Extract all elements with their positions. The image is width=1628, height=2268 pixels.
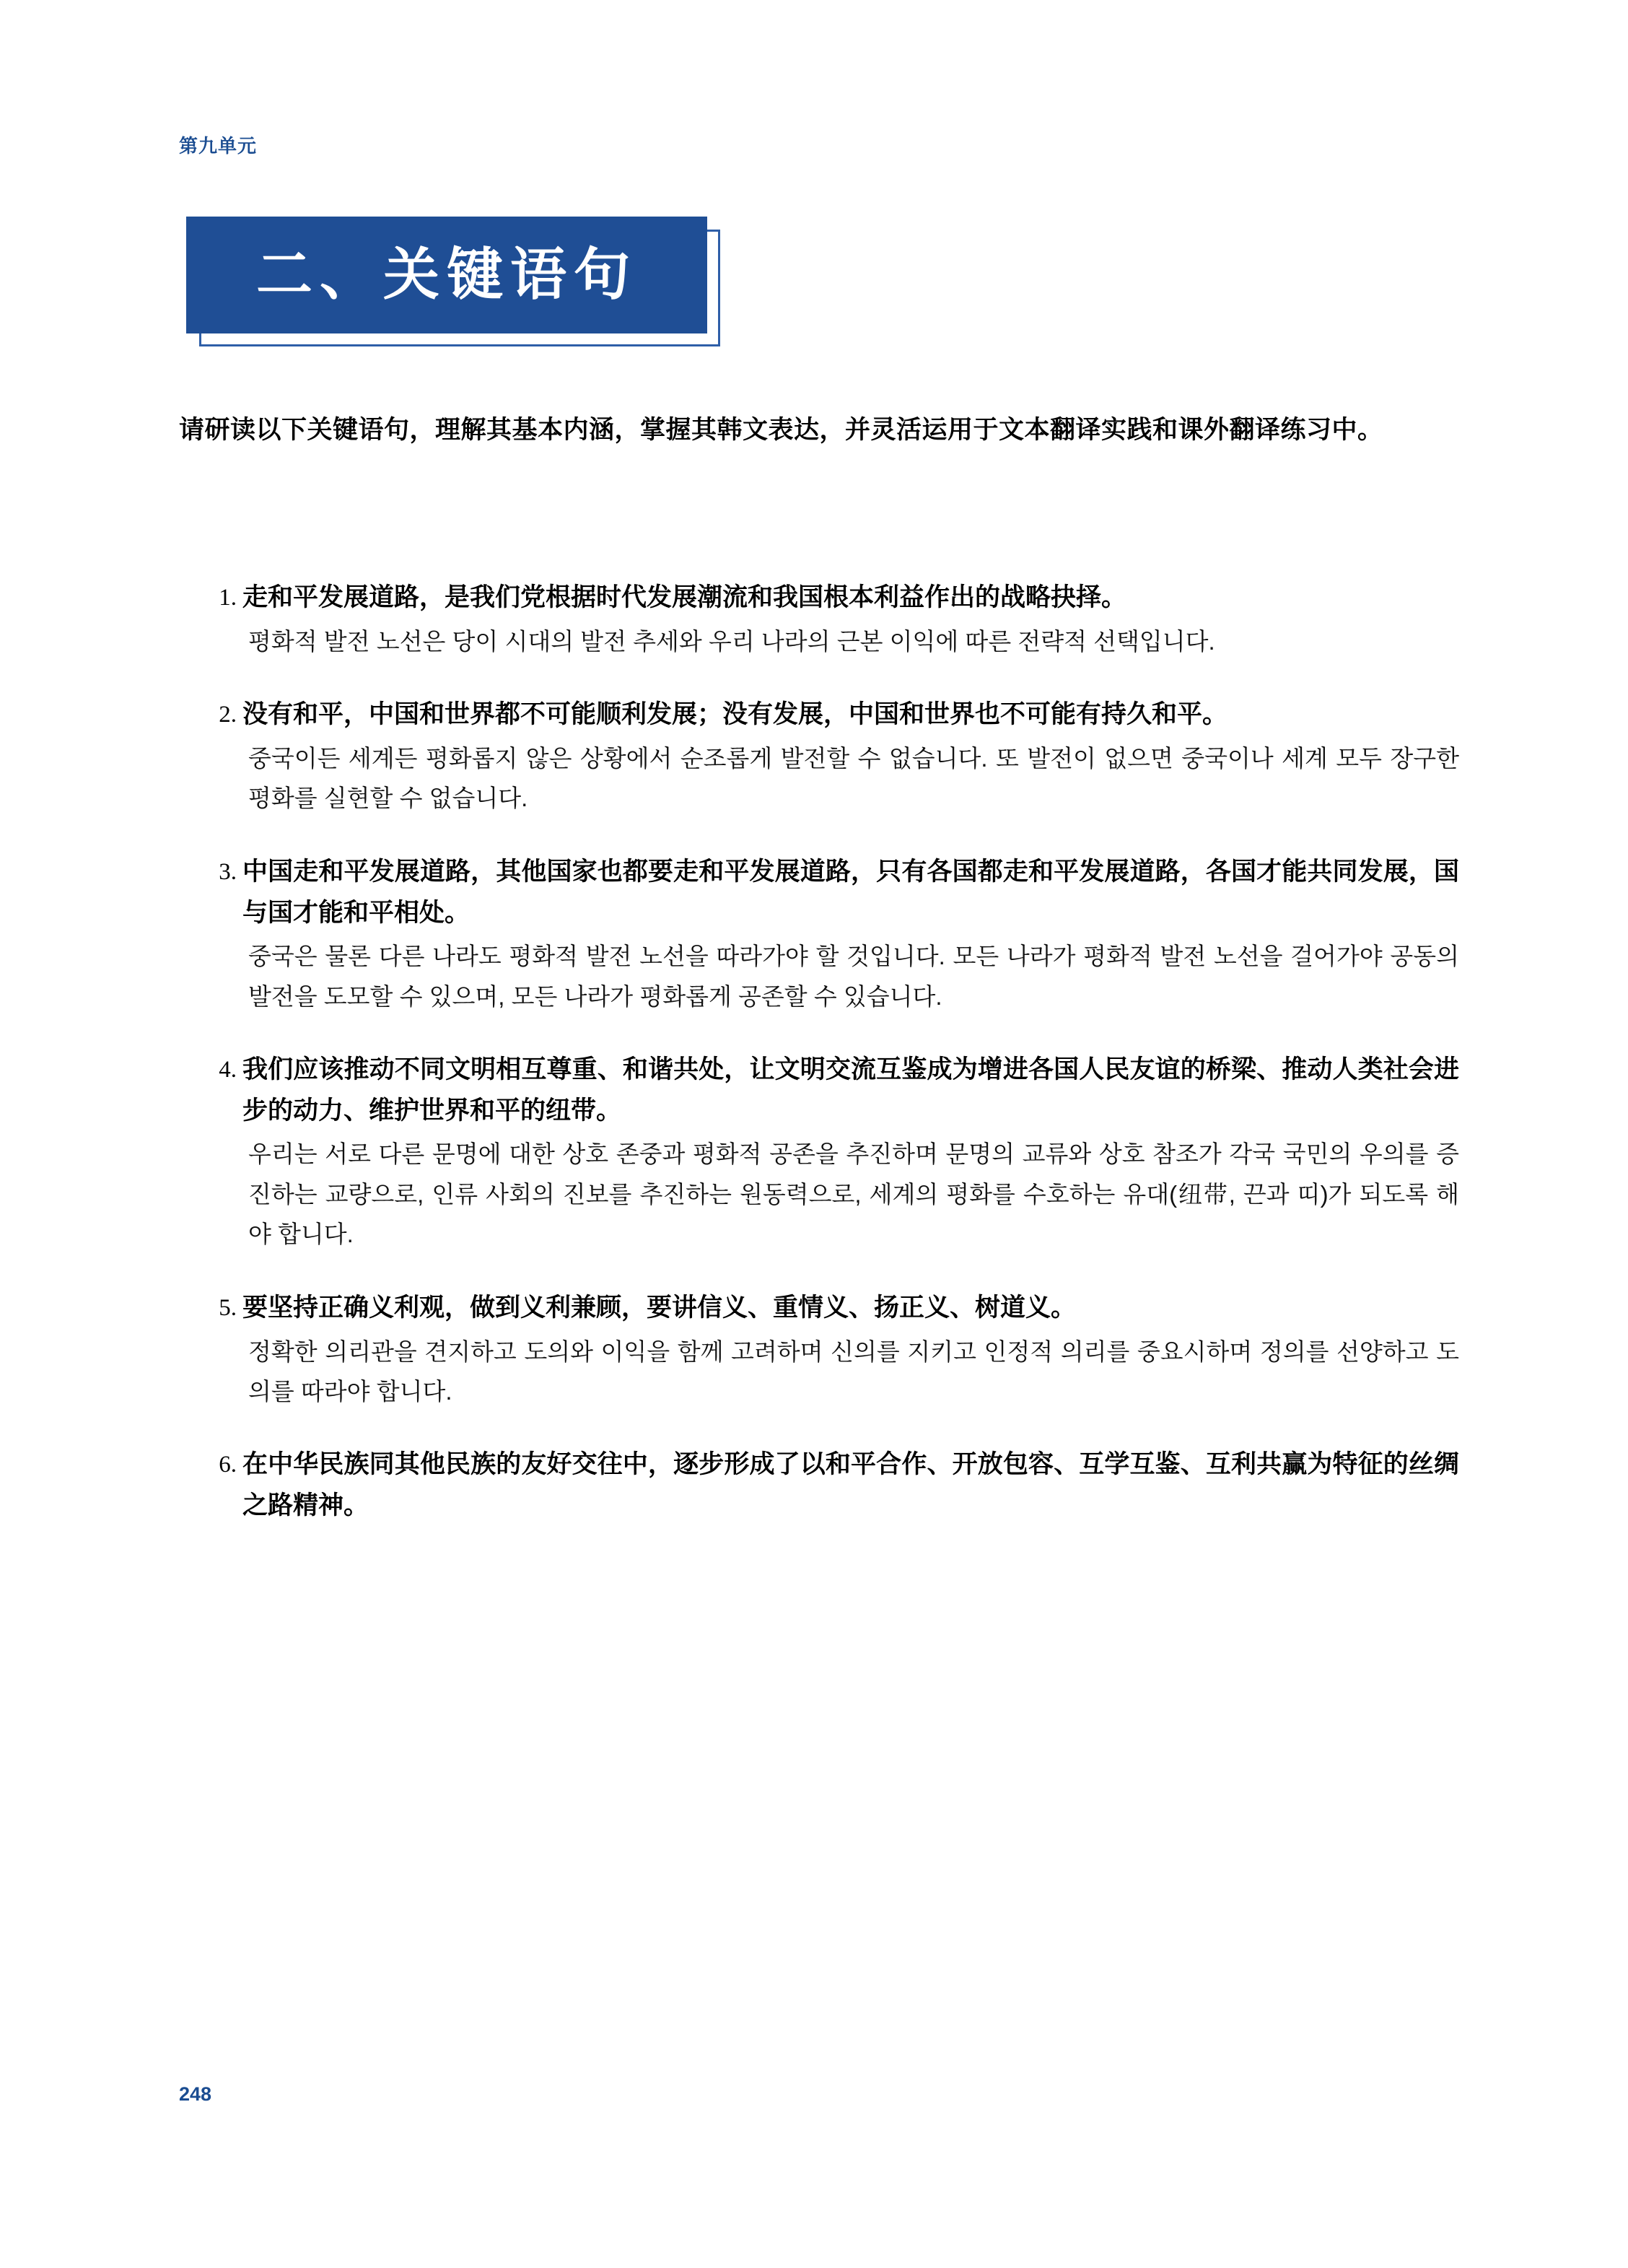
unit-label: 第九单元 (179, 135, 258, 157)
item-number: 6. (219, 1452, 237, 1478)
item-chinese-text: 我们应该推动不同文明相互尊重、和谐共处，让文明交流互鉴成为增进各国人民友谊的桥梁、推动人类社会进步的动力、维护世界和平的纽带。 (242, 1055, 1459, 1125)
item-korean-text: 평화적 발전 노선은 당이 시대의 발전 추세와 우리 나라의 근본 이익에 따른 전략적 선택입니다. (248, 627, 1215, 655)
item-korean-text: 우리는 서로 다른 문명에 대한 상호 존중과 평화적 공존을 추진하며 문명의 교류와 상호 참조가 각국 국민의 우의를 증진하는 교량으로, 인류 사회의 진보를 추진하는 원동력으로, 세계의 평화를 수호하는 유대(纽带, 끈과 띠)가 되도록 해야 합니다. (248, 1140, 1459, 1248)
item-number: 1. (219, 585, 237, 611)
title-banner (186, 217, 707, 333)
section-title: 二、关键语句 (255, 243, 637, 306)
page-number: 248 (179, 2083, 212, 2105)
item-korean-text: 정확한 의리관을 견지하고 도의와 이익을 함께 고려하며 신의를 지키고 인정적 의리를 중요시하며 정의를 선양하고 도의를 따라야 합니다. (248, 1338, 1459, 1405)
item-chinese-text: 中国走和平发展道路，其他国家也都要走和平发展道路，只有各国都走和平发展道路，各国才能共同发展，国与国才能和平相处。 (242, 857, 1459, 927)
item-number: 3. (219, 858, 237, 885)
item-number: 2. (219, 702, 237, 728)
item-number: 5. (219, 1294, 237, 1321)
list-item (211, 694, 1459, 819)
list-item (211, 1444, 1459, 1526)
item-number: 4. (219, 1057, 237, 1083)
item-chinese-text: 没有和平，中国和世界都不可能顺利发展；没有发展，中国和世界也不可能有持久和平。 (242, 700, 1228, 729)
item-korean-text: 중국이든 세계든 평화롭지 않은 상황에서 순조롭게 발전할 수 없습니다. 또 발전이 없으면 중국이나 세계 모두 장구한 평화를 실현할 수 없습니다. (248, 744, 1459, 812)
list-item (211, 1288, 1459, 1412)
list-item (211, 852, 1459, 1016)
item-chinese-text: 走和平发展道路，是我们党根据时代发展潮流和我国根本利益作出的战略抉择。 (242, 583, 1127, 611)
key-sentence-list (211, 577, 1459, 1560)
item-chinese-text: 在中华民族同其他民族的友好交往中，逐步形成了以和平合作、开放包容、互学互鉴、互利共赢为特征的丝绸之路精神。 (242, 1450, 1459, 1520)
item-chinese-text: 要坚持正确义利观，做到义利兼顾，要讲信义、重情义、扬正义、树道义。 (242, 1293, 1077, 1322)
list-item (211, 1050, 1459, 1255)
item-korean-text: 중국은 물론 다른 나라도 평화적 발전 노선을 따라가야 할 것입니다. 모든 나라가 평화적 발전 노선을 걸어가야 공동의 발전을 도모할 수 있으며, 모든 나라가 평화롭게 공존할 수 있습니다. (248, 943, 1459, 1010)
list-item (211, 577, 1459, 661)
lead-paragraph: 请研读以下关键语句，理解其基本内涵，掌握其韩文表达，并灵活运用于文本翻译实践和课外翻译练习中。 (179, 416, 1383, 444)
section-title-block (186, 217, 720, 346)
